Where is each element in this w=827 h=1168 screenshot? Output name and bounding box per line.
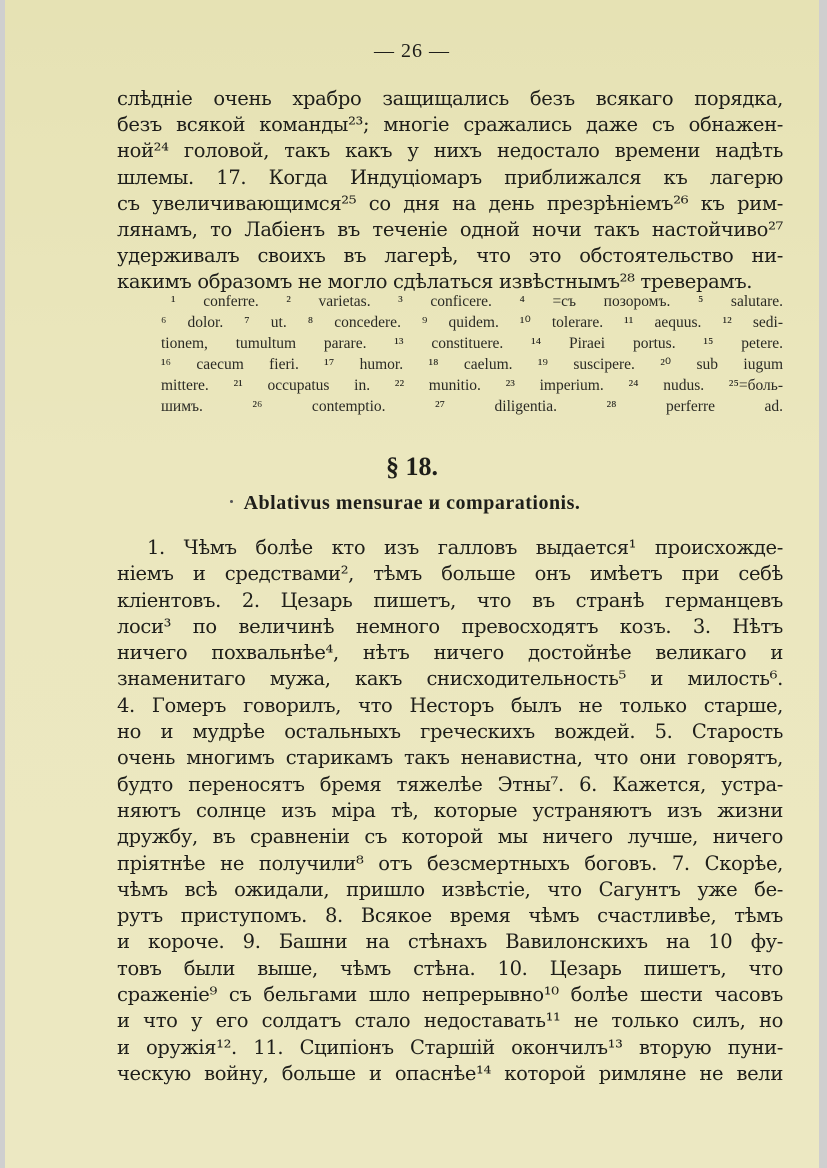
text-line: безъ всякой команды²³; многіе сражались даже съ обнажен- <box>117 113 783 137</box>
text-line: пріятнѣе не получили⁸ отъ безсмертныхъ боговъ. 7. Скорѣе, <box>117 851 783 875</box>
footnote-line: ¹ conferre. ² varietas. ³ conficere. ⁴ =съ позоромъ. ⁵ salutare. <box>171 293 783 310</box>
text-line: лоси³ по величинѣ немного превосходятъ козъ. 3. Нѣтъ <box>117 614 783 638</box>
text-line: шлемы. 17. Когда Индуціомаръ приближался къ лагерю <box>117 165 783 189</box>
text-line: рутъ приступомъ. 8. Всякое время чѣмъ счастливѣе, тѣмъ <box>117 904 783 928</box>
top-paragraph <box>117 86 783 296</box>
text-line: чѣмъ всѣ ожидали, пришло извѣстіе, что Сагунтъ уже бе- <box>117 877 783 901</box>
text-line: ніемъ и средствами², тѣмъ больше онъ имѣетъ при себѣ <box>117 562 783 586</box>
text-line: 4. Гомеръ говорилъ, что Несторъ былъ не только старше, <box>117 693 783 717</box>
text-line: знаменитаго мужа, какъ снисходительность⁵ и милость⁶. <box>117 667 783 691</box>
book-page <box>5 0 819 1168</box>
footnote-line: шимъ. ²⁶ contemptio. ²⁷ diligentia. ²⁸ perferre ad. <box>161 398 783 415</box>
text-line: какимъ образомъ не могло сдѣлаться извѣстнымъ²⁸ треверамъ. <box>117 270 753 294</box>
footnote-line: tionem, tumultum parare. ¹³ constituere. ¹⁴ Piraei portus. ¹⁵ petere. <box>161 335 783 352</box>
text-line: няютъ солнце изъ міра тѣ, которые устраняютъ изъ жизни <box>117 798 783 822</box>
section-title: Ablativus mensurae и comparationis. <box>243 492 581 514</box>
text-line: и оружія¹². 11. Сципіонъ Старшій окончилъ¹³ вторую пуни- <box>117 1035 783 1059</box>
footnote-line: ⁶ dolor. ⁷ ut. ⁸ concedere. ⁹ quidem. ¹⁰ tolerare. ¹¹ aequus. ¹² sedi- <box>161 314 783 331</box>
text-line: будто переносятъ бремя тяжелѣе Этны⁷. 6. Кажется, устра- <box>117 772 783 796</box>
text-line: удерживалъ своихъ въ лагерѣ, что это обстоятельство ни- <box>117 244 783 268</box>
section-number: § 18. <box>386 452 438 481</box>
text-line: и короче. 9. Башни на стѣнахъ Вавилонскихъ на 10 фу- <box>117 930 783 954</box>
page-number: — 26 — <box>374 40 450 62</box>
exercise-text <box>117 535 783 1087</box>
text-line: кліентовъ. 2. Цезарь пишетъ, что въ странѣ германцевъ <box>117 588 783 612</box>
footnotes <box>117 291 783 417</box>
text-line: и что у его солдатъ стало недоставать¹¹ не только силъ, но <box>117 1009 783 1033</box>
text-line: очень многимъ старикамъ такъ ненавистна, что они говорятъ, <box>117 746 783 770</box>
text-line: сраженіе⁹ съ бельгами шло непрерывно¹⁰ болѣе шести часовъ <box>117 983 783 1007</box>
text-line: слѣдніе очень храбро защищались безъ всякаго порядка, <box>117 87 783 110</box>
text-line: ной²⁴ головой, такъ какъ у нихъ недостало времени надѣть <box>117 139 783 163</box>
text-line: 1. Чѣмъ болѣе кто изъ галловъ выдается¹ происхожде- <box>147 536 783 559</box>
text-line: но и мудрѣе остальныхъ греческихъ вождей. 5. Старость <box>117 720 783 744</box>
text-line: лянамъ, то Лабіенъ въ теченіе одной ночи такъ настойчиво²⁷ <box>117 218 783 242</box>
text-line: съ увеличивающимся²⁵ со дня на день презрѣніемъ²⁶ къ рим- <box>117 191 783 215</box>
text-line: ческую войну, больше и опаснѣе¹⁴ которой римляне не вели <box>117 1061 783 1085</box>
text-line: ничего похвальнѣе⁴, нѣтъ ничего достойнѣе великаго и <box>117 641 783 665</box>
footnote-line: ¹⁶ caecum fieri. ¹⁷ humor. ¹⁸ caelum. ¹⁹ suscipere. ²⁰ sub iugum <box>161 356 783 373</box>
text-line: товъ были выше, чѣмъ стѣна. 10. Цезарь пишетъ, что <box>117 956 783 980</box>
footnote-line: mittere. ²¹ occupatus in. ²² munitio. ²³ imperium. ²⁴ nudus. ²⁵=боль- <box>161 377 783 394</box>
text-line: дружбу, въ сравненіи съ которой мы ничего лучше, ничего <box>117 825 783 849</box>
